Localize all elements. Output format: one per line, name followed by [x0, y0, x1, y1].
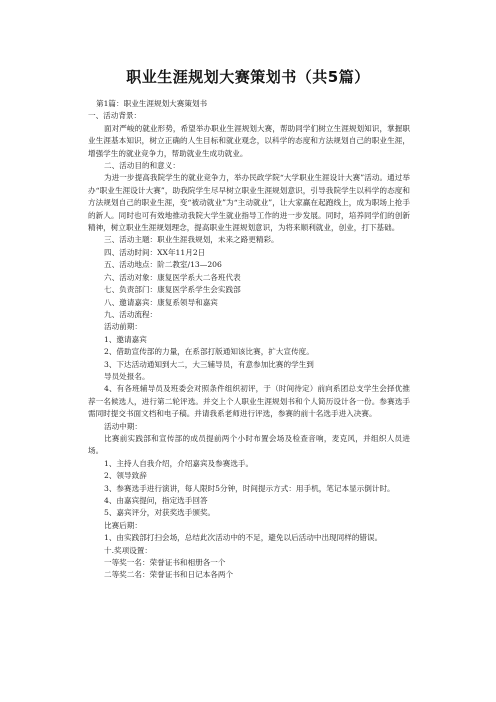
paragraph-line: 1、邀请嘉宾 [104, 334, 147, 344]
paragraph-line: 为进一步提高我院学生的就业竞争力，举办民政学院“大学职业生涯设计大赛”活动。通过举办“职业生涯设计大赛”，助我院学生尽早树立职业生涯规划意识，引导我院学生以科学的态度和方法规划自己的职业生涯，变“被动就业”为“主动就业”，让大家赢在起跑线上，成为职场上抢手的新人。同时也可有效地推动我院大学生就业指导工作的进一步发展。同时，培养同学们的创新精神，树立职业生涯规划理念，提高职业生涯规划意识，为将来顺利就业，创业，打下基础。 [88, 173, 410, 233]
paragraph-line: 第1篇：职业生涯规划大赛策划书 [96, 99, 208, 108]
paragraph-line: 1、由实践部打扫会场，总结此次活动中的不足，避免以后活动中出现同样的错误。 [104, 533, 383, 543]
paragraph-line: 导员处报名。 [104, 371, 150, 381]
paragraph-line: 三、活动主题：职业生涯我规划，未来之路更精彩。 [104, 235, 279, 245]
paragraph-line: 一、活动背景： [88, 111, 142, 121]
paragraph-line: 4、由嘉宾提问，指定选手回答 [104, 496, 208, 505]
paragraph-line: 六、活动对象：康复医学系大二各班代表 [104, 272, 241, 282]
paragraph-line: 五、活动地点：阶二教室/13—206 [104, 260, 222, 270]
paragraph-line: 十.奖项设置： [104, 545, 152, 555]
paragraph-line: 3、参赛选手进行演讲，每人限时5分钟，时间提示方式：用手机，笔记本显示倒计时。 [104, 483, 395, 493]
paragraph-line: 3、下达活动通知到大二，大三辅导员，有意参加比赛的学生到 [104, 359, 314, 369]
paragraph-line: 2、领导致辞 [104, 471, 147, 481]
document-title: 职业生涯规划大赛策划书（共5篇） [126, 68, 370, 86]
paragraph-line: 八、邀请嘉宾：康复系领导和嘉宾 [104, 297, 218, 307]
paragraph-line: 比赛后期： [104, 520, 142, 530]
paragraph-line: 活动中期： [104, 421, 142, 431]
paragraph-line: 5、嘉宾评分，对获奖选手颁奖。 [104, 508, 216, 518]
paragraph-line: 2、借助宣传部的力量，在系部打版通知该比赛，扩大宣传度。 [104, 347, 314, 357]
paragraph-line: 九、活动流程： [104, 309, 158, 319]
paragraph-line: 一等奖一名：荣誉证书和相册各一个 [104, 558, 226, 568]
paragraph-line: 比赛前实践部和宣传部的成员提前两个小时布置会场及检查音响，麦克风，并组织人员进场。 [88, 433, 410, 456]
paragraph-line: 1、主持人自我介绍，介绍嘉宾及参赛选手。 [104, 458, 254, 468]
paragraph-line: 七、负责部门：康复医学系学生会实践部 [104, 285, 241, 295]
paragraph-line: 面对严峻的就业形势，希望举办职业生涯规划大赛，帮助同学们树立生涯规划知识，掌握职业生涯基本知识，树立正确的人生目标和就业观念，以科学的态度和方法规划自己的职业生涯，增强学生的就业竞争力，帮助就业生成功就业。 [88, 123, 410, 158]
paragraph-line: 4、有各班辅导员及班委会对照条件组织初评，于（时间待定）前向系团总支学生会择优推荐一名候选人，进行第二轮评选。并交上个人职业生涯规划书和个人简历设计各一份。参赛选手需同时提交书面文档和电子稿。并请我系老师进行评选，参赛的前十名选手进入决赛。 [88, 384, 410, 419]
paragraph-line: 二等奖二名：荣誉证书和日记本各两个 [104, 570, 234, 580]
document-body [88, 98, 410, 582]
paragraph-line: 活动前期： [104, 322, 142, 332]
paragraph-line: 四、活动时间：XX年11月2日 [104, 247, 206, 257]
paragraph-line: 二、活动目的和意义： [104, 161, 180, 171]
